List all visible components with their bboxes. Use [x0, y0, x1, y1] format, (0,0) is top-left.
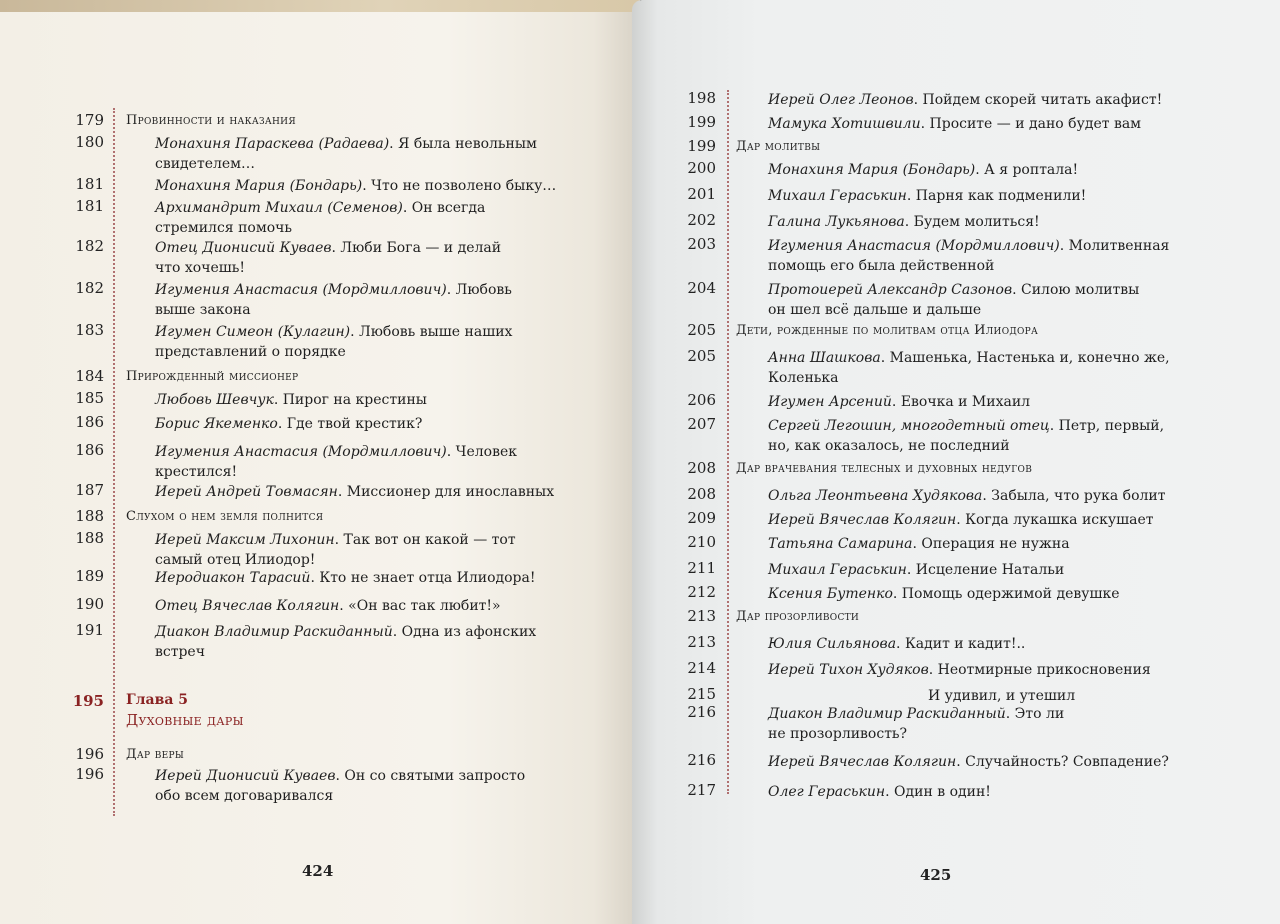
page-number: 181 — [75, 175, 104, 193]
toc-entry — [768, 280, 1139, 320]
entry-author: Татьяна Самарина — [768, 536, 913, 552]
entry-title: . Молитвенная — [1059, 238, 1170, 254]
entry-title: . Силою молитвы — [1012, 282, 1140, 298]
page-number: 183 — [75, 321, 104, 339]
page-number: 203 — [687, 235, 716, 253]
entry-author: Борис Якеменко — [155, 416, 278, 432]
right-page — [632, 0, 1280, 924]
entry-title: . Когда лукашка искушает — [956, 512, 1154, 528]
page-number: 190 — [75, 595, 104, 613]
toc-entry — [155, 322, 512, 362]
entry-title: . Евочка и Михаил — [891, 394, 1031, 410]
page-number: 214 — [687, 659, 716, 677]
entry-author: Диакон Владимир Раскиданный — [768, 706, 1006, 722]
entry-title: . Что не позволено быку… — [362, 178, 557, 194]
entry-title: . Неотмирные прикосновения — [928, 662, 1151, 678]
entry-author: Анна Шашкова — [768, 350, 881, 366]
chapter-page-number: 195 — [72, 692, 104, 710]
page-number: 213 — [687, 633, 716, 651]
page-number: 186 — [75, 441, 104, 459]
toc-entry — [155, 530, 516, 570]
toc-entry — [768, 160, 1078, 180]
entry-title-continued: выше закона — [155, 302, 251, 318]
entry-title-continued: он шел всё дальше и дальше — [768, 302, 982, 318]
page-number: 211 — [687, 559, 716, 577]
entry-title: . А я роптала! — [975, 162, 1079, 178]
section-heading: Дар молитвы — [736, 139, 821, 154]
entry-title-continued: обо всем договаривался — [155, 788, 334, 804]
entry-author: Диакон Владимир Раскиданный — [155, 624, 393, 640]
page-number: 202 — [687, 211, 716, 229]
page-number: 210 — [687, 533, 716, 551]
page-number: 191 — [75, 621, 104, 639]
page-number: 196 — [75, 765, 104, 783]
toc-entry — [155, 442, 517, 482]
section-heading: Дар врачевания телесных и духовных недугов — [736, 461, 1033, 476]
entry-title: . Операция не нужна — [912, 536, 1070, 552]
toc-entry — [768, 114, 1141, 134]
page-number: 180 — [75, 133, 104, 151]
entry-author: Олег Гераськин — [768, 784, 886, 800]
toc-entry — [768, 634, 1025, 654]
toc-entry — [768, 704, 1064, 744]
entry-title: . «Он вас так любит!» — [339, 598, 501, 614]
entry-title: . Так вот он какой — тот — [334, 532, 516, 548]
entry-author: Игумения Анастасия (Мордмиллович) — [155, 282, 447, 298]
page-number: 208 — [687, 459, 716, 477]
toc-entry — [768, 486, 1166, 506]
entry-title: . Это ли — [1005, 706, 1065, 722]
toc-entry — [768, 584, 1120, 604]
entry-title-continued: встреч — [155, 644, 205, 660]
page-number: 201 — [687, 185, 716, 203]
entry-author: Михаил Гераськин — [768, 188, 907, 204]
entry-author: Ксения Бутенко — [768, 586, 893, 602]
page-number: 184 — [75, 367, 104, 385]
entry-title: . Он со святыми запросто — [335, 768, 526, 784]
entry-title: . Я была невольным — [389, 136, 537, 152]
toc-entry — [768, 660, 1151, 680]
entry-title: . Одна из афонских — [392, 624, 537, 640]
entry-author: Игумен Арсений — [768, 394, 892, 410]
entry-author: Иерей Вячеслав Колягин — [768, 754, 957, 770]
entry-title: . Человек — [446, 444, 517, 460]
entry-title-continued: что хочешь! — [155, 260, 246, 276]
page-number: 199 — [687, 113, 716, 131]
page-number: 199 — [687, 137, 716, 155]
page-number: 182 — [75, 279, 104, 297]
entry-author: Михаил Гераськин — [768, 562, 907, 578]
section-heading: Дар прозорливости — [736, 609, 860, 624]
entry-author: Иерей Дионисий Куваев — [155, 768, 336, 784]
section-heading: Прирожденный миссионер — [126, 369, 299, 384]
entry-title: . Где твой крестик? — [277, 416, 423, 432]
page-number: 188 — [75, 529, 104, 547]
entry-author: Архимандрит Михаил (Семенов) — [155, 200, 403, 216]
toc-entry — [155, 280, 512, 320]
entry-author: Иерей Тихон Худяков — [768, 662, 929, 678]
page-number: 189 — [75, 567, 104, 585]
entry-author: Иерей Олег Леонов — [768, 92, 914, 108]
entry-author: Мамука Хотишвили — [768, 116, 921, 132]
right-page-rule — [727, 90, 729, 794]
entry-author: Сергей Легошин, многодетный отец — [768, 418, 1050, 434]
entry-title: . Любовь выше наших — [350, 324, 513, 340]
page-number: 217 — [687, 781, 716, 799]
entry-title-continued: крестился! — [155, 464, 238, 480]
page-number: 204 — [687, 279, 716, 297]
entry-title: . Люби Бога — и делай — [331, 240, 502, 256]
left-page-folio: 424 — [302, 862, 334, 880]
entry-author: Игумен Симеон (Кулагин) — [155, 324, 351, 340]
page-number: 188 — [75, 507, 104, 525]
entry-title-continued: свидетелем… — [155, 156, 256, 172]
section-heading: Слухом о нем земля полнится — [126, 509, 324, 524]
entry-title: . Парня как подменили! — [906, 188, 1087, 204]
entry-title: . Исцеление Натальи — [906, 562, 1065, 578]
entry-author: Иерей Максим Лихонин — [155, 532, 335, 548]
page-number: 205 — [687, 347, 716, 365]
page-number: 212 — [687, 583, 716, 601]
entry-title: . Кто не знает отца Илиодора! — [310, 570, 536, 586]
entry-author: Монахиня Параскева (Радаева) — [155, 136, 390, 152]
page-number: 181 — [75, 197, 104, 215]
left-page-rule — [113, 108, 115, 816]
page-number: 206 — [687, 391, 716, 409]
chapter-heading — [126, 690, 244, 730]
toc-entry: И удивил, и утешил — [928, 688, 1076, 704]
toc-entry — [768, 782, 991, 802]
toc-entry — [768, 236, 1169, 276]
entry-author: Иеродиакон Тарасий — [155, 570, 311, 586]
toc-entry — [768, 560, 1064, 580]
toc-entry — [768, 416, 1164, 456]
toc-entry — [155, 134, 537, 174]
entry-title-continued: Коленька — [768, 370, 839, 386]
page-number: 187 — [75, 481, 104, 499]
entry-author: Монахиня Мария (Бондарь) — [768, 162, 976, 178]
entry-title: . Случайность? Совпадение? — [956, 754, 1169, 770]
entry-title-continued: представлений о порядке — [155, 344, 346, 360]
entry-title: . Будем молиться! — [904, 214, 1040, 230]
toc-entry — [155, 482, 554, 502]
toc-entry — [155, 390, 427, 410]
entry-title: . Машенька, Настенька и, конечно же, — [880, 350, 1170, 366]
entry-title: . Пойдем скорей читать акафист! — [913, 92, 1163, 108]
toc-entry — [155, 568, 536, 588]
entry-title-continued: но, как оказалось, не последний — [768, 438, 1010, 454]
entry-author: Игумения Анастасия (Мордмиллович) — [155, 444, 447, 460]
entry-title-continued: помощь его была действенной — [768, 258, 995, 274]
entry-author: Отец Вячеслав Колягин — [155, 598, 340, 614]
entry-author: Любовь Шевчук — [155, 392, 274, 408]
entry-author: Отец Дионисий Куваев — [155, 240, 332, 256]
entry-author: Галина Лукьянова — [768, 214, 905, 230]
left-page — [0, 12, 638, 924]
toc-entry — [155, 766, 525, 806]
entry-title-continued: не прозорливость? — [768, 726, 908, 742]
page-number: 198 — [687, 89, 716, 107]
entry-author: Ольга Леонтьевна Худякова — [768, 488, 983, 504]
entry-title: . Кадит и кадит!.. — [896, 636, 1026, 652]
page-number: 209 — [687, 509, 716, 527]
entry-title: . Один в один! — [885, 784, 991, 800]
section-heading: Дар веры — [126, 747, 185, 762]
page-number: 182 — [75, 237, 104, 255]
toc-entry — [768, 90, 1162, 110]
page-number: 216 — [687, 751, 716, 769]
entry-title-continued: самый отец Илиодор! — [155, 552, 316, 568]
entry-title-continued: стремился помочь — [155, 220, 293, 236]
toc-entry — [768, 212, 1040, 232]
page-number: 185 — [75, 389, 104, 407]
entry-title: . Помощь одержимой девушке — [892, 586, 1120, 602]
page-number: 205 — [687, 321, 716, 339]
toc-entry — [768, 510, 1154, 530]
page-number: 200 — [687, 159, 716, 177]
page-number: 196 — [75, 745, 104, 763]
page-number: 216 — [687, 703, 716, 721]
entry-title: . Любовь — [446, 282, 512, 298]
chapter-label: Глава 5 — [126, 692, 189, 708]
entry-author: Юлия Сильянова — [768, 636, 897, 652]
toc-entry — [155, 414, 422, 434]
section-heading: Провинности и наказания — [126, 113, 296, 128]
chapter-title: Духовные дары — [126, 711, 244, 729]
page-number: 208 — [687, 485, 716, 503]
toc-entry — [155, 176, 556, 196]
entry-author: Монахиня Мария (Бондарь) — [155, 178, 363, 194]
toc-entry — [155, 198, 485, 238]
section-heading: Дети, рожденные по молитвам отца Илиодора — [736, 323, 1039, 338]
page-number: 179 — [75, 111, 104, 129]
page-number: 186 — [75, 413, 104, 431]
toc-entry — [155, 622, 536, 662]
entry-title: . Забыла, что рука болит — [982, 488, 1166, 504]
entry-author: Протоиерей Александр Сазонов — [768, 282, 1013, 298]
entry-title: . Миссионер для инославных — [337, 484, 555, 500]
right-page-folio: 425 — [920, 866, 952, 884]
entry-title: . Просите — и дано будет вам — [920, 116, 1142, 132]
page-number: 207 — [687, 415, 716, 433]
entry-author: Иерей Вячеслав Колягин — [768, 512, 957, 528]
toc-entry — [768, 186, 1086, 206]
page-number: 215 — [687, 685, 716, 703]
entry-author: Игумения Анастасия (Мордмиллович) — [768, 238, 1060, 254]
toc-entry — [768, 348, 1170, 388]
page-number: 213 — [687, 607, 716, 625]
toc-entry — [155, 596, 501, 616]
toc-entry — [768, 392, 1030, 412]
toc-entry — [155, 238, 501, 278]
toc-entry — [768, 534, 1070, 554]
toc-entry — [768, 752, 1169, 772]
entry-title: . Пирог на крестины — [273, 392, 427, 408]
entry-title: . Он всегда — [402, 200, 486, 216]
entry-title: . Петр, первый, — [1049, 418, 1165, 434]
entry-author: Иерей Андрей Товмасян — [155, 484, 338, 500]
